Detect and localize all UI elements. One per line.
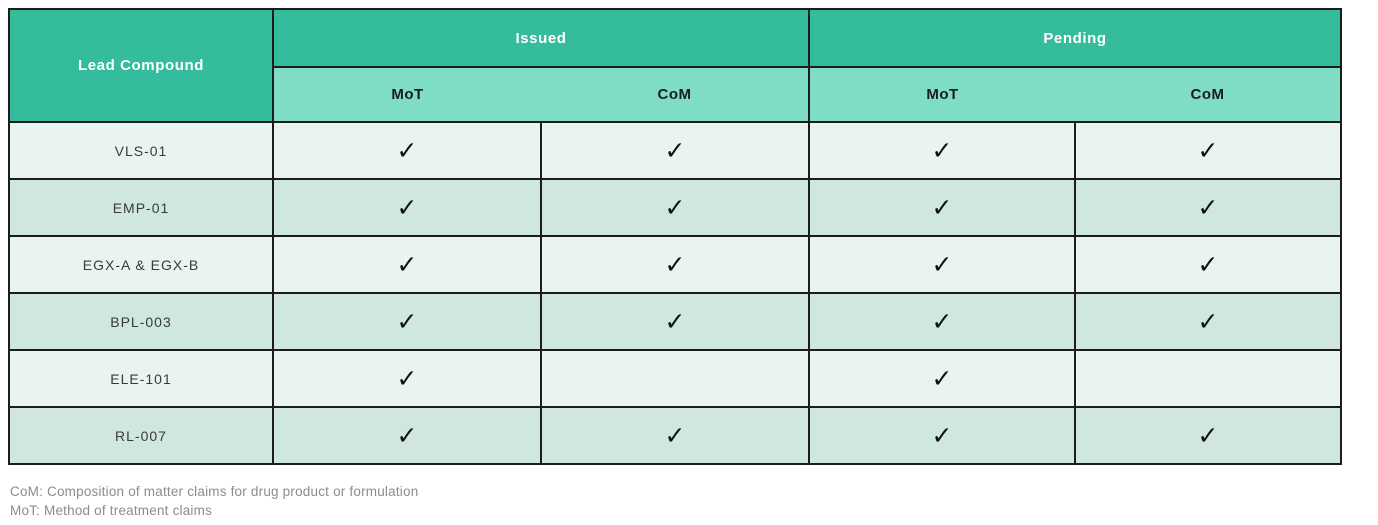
sub-header-pending-mot: MoT: [809, 67, 1075, 122]
check-cell-pending-mot: ✓: [809, 122, 1075, 179]
check-cell-issued-com: ✓: [541, 236, 809, 293]
corner-header-lead-compound: Lead Compound: [9, 9, 273, 122]
check-cell-issued-com: ✓: [541, 179, 809, 236]
check-cell-pending-mot: ✓: [809, 350, 1075, 407]
check-cell-pending-com: ✓: [1075, 179, 1341, 236]
compound-label: RL-007: [9, 407, 273, 464]
table-body: [9, 122, 1341, 464]
sub-header-issued-com: CoM: [541, 67, 809, 122]
table-row: [9, 179, 1341, 236]
compound-label: EGX-A & EGX-B: [9, 236, 273, 293]
check-cell-issued-mot: ✓: [273, 122, 541, 179]
table-row: [9, 122, 1341, 179]
footnote-mot: MoT: Method of treatment claims: [10, 502, 213, 518]
check-cell-issued-mot: ✓: [273, 236, 541, 293]
compound-label: EMP-01: [9, 179, 273, 236]
group-header-row: [9, 9, 1341, 67]
table-row: [9, 293, 1341, 350]
group-header-pending: Pending: [809, 9, 1341, 67]
sub-header-issued-mot: MoT: [273, 67, 541, 122]
compound-label: ELE-101: [9, 350, 273, 407]
patent-status-table: [8, 8, 1342, 465]
check-cell-pending-mot: ✓: [809, 293, 1075, 350]
check-cell-pending-mot: ✓: [809, 407, 1075, 464]
group-header-issued: Issued: [273, 9, 809, 67]
table-header: [9, 9, 1341, 122]
check-cell-pending-mot: ✓: [809, 236, 1075, 293]
check-cell-pending-com: ✓: [1075, 236, 1341, 293]
check-cell-issued-mot: ✓: [273, 350, 541, 407]
footnote-com: CoM: Composition of matter claims for drug product or formulation: [10, 484, 419, 499]
check-cell-issued-mot: ✓: [273, 293, 541, 350]
table-row: [9, 350, 1341, 407]
footnotes: [10, 483, 418, 520]
check-cell-issued-com: ✓: [541, 407, 809, 464]
check-cell-issued-com: ✓: [541, 293, 809, 350]
check-cell-issued-mot: ✓: [273, 179, 541, 236]
check-cell-pending-com: ✓: [1075, 293, 1341, 350]
check-cell-issued-mot: ✓: [273, 407, 541, 464]
check-cell-pending-mot: ✓: [809, 179, 1075, 236]
table-row: [9, 236, 1341, 293]
check-cell-issued-com: ✓: [541, 122, 809, 179]
compound-label: VLS-01: [9, 122, 273, 179]
table-row: [9, 407, 1341, 464]
check-cell-pending-com: [1075, 350, 1341, 407]
check-cell-issued-com: [541, 350, 809, 407]
check-cell-pending-com: ✓: [1075, 122, 1341, 179]
sub-header-pending-com: CoM: [1075, 67, 1341, 122]
compound-label: BPL-003: [9, 293, 273, 350]
check-cell-pending-com: ✓: [1075, 407, 1341, 464]
